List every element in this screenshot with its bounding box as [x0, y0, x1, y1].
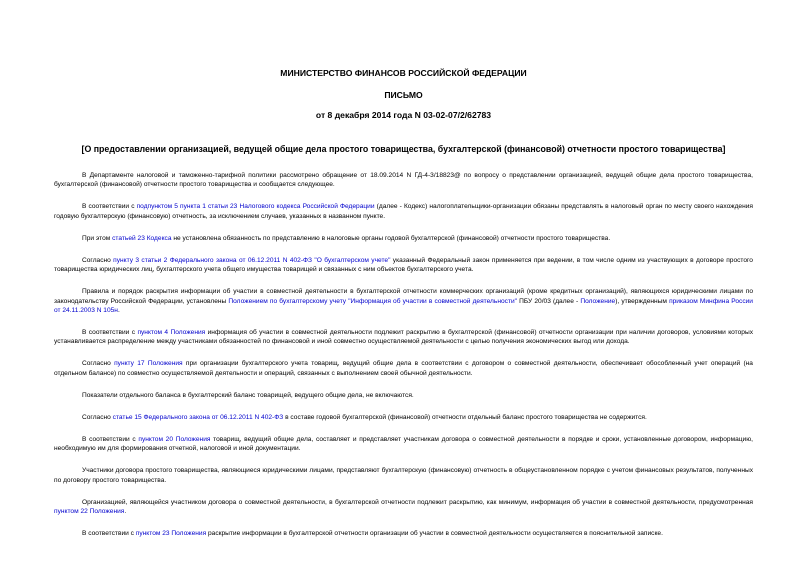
law-link[interactable]: Положением по бухгалтерскому учету "Информация об участии в совместной деятельности" [228, 297, 517, 305]
law-link[interactable]: статье 15 Федерального закона от 06.12.2011 N 402-ФЗ [112, 413, 284, 421]
paragraph: Согласно статье 15 Федерального закона от 06.12.2011 N 402-ФЗ в составе годовой бухгалтерской (финансовой) отчетности отдельный баланс простого товарищества не содержится. [82, 413, 647, 421]
law-link[interactable]: пунктом 4 Положения [137, 329, 206, 337]
law-link[interactable]: подпунктом 5 пункта 1 статьи 23 Налогового кодекса Российской Федерации [136, 203, 375, 211]
law-link[interactable]: приказом Минфина России от 24.11.2003 N 105н [54, 297, 753, 315]
ministry-heading: МИНИСТЕРСТВО ФИНАНСОВ РОССИЙСКОЙ ФЕДЕРАЦИИ [280, 68, 527, 78]
paragraph: Правила и порядок раскрытия информации об участии в совместной деятельности в бухгалтерской отчетности коммерческих организаций (кроме кредитных организаций), являющихся юридическими лицами по законодательству Российской Федерации, установлены Положением по бухгалтерскому учету "Информация об участии в совместной деятельности" ПБУ 20/03 (далее - Положение), утвержденным приказом Минфина России от 24.11.2003 N 105н. [54, 288, 753, 315]
paragraph: Согласно пункту 17 Положения при организации бухгалтерского учета товарищ, ведущий общие дела в соответствии с договором о совместной деятельности, обеспечивает обособленный учет операций (на отдельном балансе) по совместно осуществляемой деятельности и операций, связанных с выполнением своей обычной деятельности. [54, 360, 753, 377]
law-link[interactable]: пункту 3 статьи 2 Федерального закона от 06.12.2011 N 402-ФЗ "О бухгалтерском учете" [113, 256, 391, 264]
document-body [54, 171, 753, 551]
paragraph: Показатели отдельного баланса в бухгалтерский баланс товарищей, ведущего общие дела, не включаются. [82, 391, 414, 399]
subject-heading: [О предоставлении организацией, ведущей общие дела простого товарищества, бухгалтерской (финансовой) отчетности простого товарищества] [81, 144, 726, 154]
paragraph: При этом статьей 23 Кодекса не установлена обязанность по представлению в налоговые органы годовой бухгалтерской (финансовой) отчетности простого товарищества. [82, 234, 611, 242]
paragraph: Организацией, являющейся участником договора о совместной деятельности, в бухгалтерской отчетности подлежит раскрытию, как минимум, информация об участии в совместной деятельности, предусмотренная пунктом 22 Положения. [54, 498, 753, 516]
law-link[interactable]: пунктом 23 Положения [135, 530, 207, 538]
date-number-heading: от 8 декабря 2014 года N 03-02-07/2/62783 [315, 110, 492, 120]
paragraph: Согласно пункту 3 статьи 2 Федерального закона от 06.12.2011 N 402-ФЗ "О бухгалтерском учете" указанный Федеральный закон применяется при ведении, в том числе одним из участвующих в договоре простого товарищества юридических лиц, бухгалтерского учета общего имущества товарищей и связанных с ним объектов бухгалтерского учета. [54, 256, 753, 274]
document-type-heading: ПИСЬМО [384, 90, 423, 100]
law-link[interactable]: статьей 23 Кодекса [112, 234, 172, 242]
law-link[interactable]: пунктом 20 Положения [138, 435, 211, 443]
paragraph: Участники договора простого товарищества, являющиеся юридическими лицами, представляют бухгалтерскую (финансовую) отчетность в общеустановленном порядке с учетом финансовых результатов, полученных по договору простого товарищества. [54, 467, 753, 484]
law-link[interactable]: пунктом 22 Положения [54, 508, 125, 516]
paragraph: В соответствии с подпунктом 5 пункта 1 статьи 23 Налогового кодекса Российской Федерации (далее - Кодекс) налогоплательщики-организации обязаны представлять в налоговый орган по месту своего нахождения годовую бухгалтерскую (финансовую) отчетность, за исключением случаев, указанных в названном пункте. [54, 203, 753, 220]
paragraph: В Департаменте налоговой и таможенно-тарифной политики рассмотрено обращение от 18.09.2014 N ГД-4-3/18823@ по вопросу о представлении организацией, ведущей общие дела простого товарищества, бухгалтерской (финансовой) отчетности простого товарищества и сообщается следующее. [54, 172, 753, 189]
paragraph: В соответствии с пунктом 20 Положения товарищ, ведущий общие дела, составляет и представляет участникам договора о совместной деятельности в порядке и сроки, установленные договором, информацию, необходимую им для формирования отчетной, налоговой и иной документации. [54, 435, 754, 453]
law-link[interactable]: пункту 17 Положения [114, 360, 183, 368]
paragraph: В соответствии с пунктом 23 Положения раскрытие информации в бухгалтерской отчетности организации об участии в совместной деятельности осуществляется в пояснительной записке. [82, 530, 663, 538]
paragraph: В соответствии с пунктом 4 Положения информация об участии в совместной деятельности подлежит раскрытию в бухгалтерской (финансовой) отчетности организации при наличии договоров, условиями которых устанавливается распределение между участниками обязанностей по финансовой и иной совместно осуществляемой деятельности с целью получения экономических выгод или дохода. [54, 329, 753, 346]
law-link[interactable]: Положение [580, 297, 616, 305]
